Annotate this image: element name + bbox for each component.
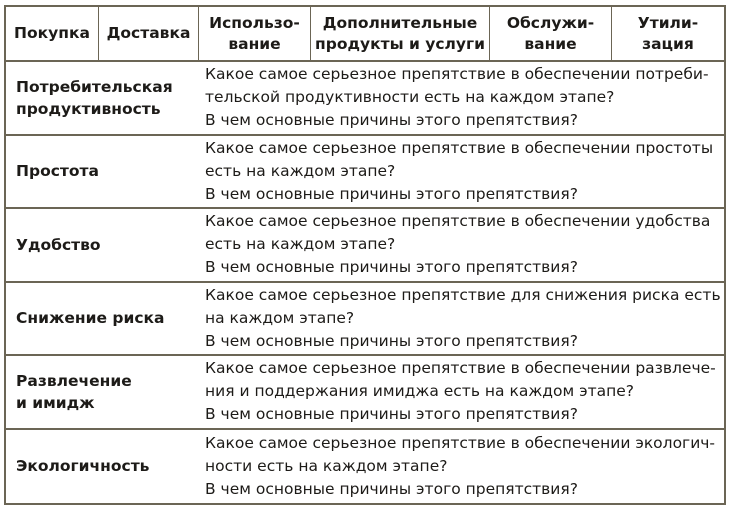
question-line: В чем основные причины этого препятствия?: [205, 479, 578, 498]
question-line: В чем основные причины этого препятствия?: [205, 331, 578, 350]
table-row: [6, 430, 724, 504]
question-line: Какое самое серьезное препятствие в обеспечении потреби-: [205, 65, 709, 84]
row-label: Простота: [16, 162, 99, 181]
row-label: Снижение риска: [16, 309, 165, 328]
header-use: [199, 7, 311, 60]
header-supplements: [311, 7, 490, 60]
header-label: Использо- вание: [209, 13, 300, 53]
question-line: В чем основные причины этого препятствия?: [205, 258, 578, 277]
header-label: Обслужи- вание: [506, 13, 595, 53]
question-line: ности есть на каждом этапе?: [205, 456, 448, 475]
header-row: [6, 7, 724, 62]
row-label: Потребительская продуктивность: [16, 77, 173, 118]
row-questions: [205, 209, 724, 281]
table-row: [6, 209, 724, 283]
question-line: Какое самое серьезное препятствие в обеспечении удобства: [205, 212, 711, 231]
table-row: [6, 62, 724, 136]
question-line: на каждом этапе?: [205, 308, 355, 327]
row-label: Развлечение и имидж: [16, 371, 132, 412]
row-questions: [205, 356, 724, 428]
utility-map-table: [4, 5, 726, 505]
question-line: Какое самое серьезное препятствие в обеспечении простоты: [205, 138, 714, 157]
question-line: есть на каждом этапе?: [205, 161, 396, 180]
row-questions: [205, 430, 724, 504]
header-maintenance: [490, 7, 612, 60]
row-questions: [205, 136, 724, 208]
question-line: Какое самое серьезное препятствие в обеспечении экологич-: [205, 433, 716, 452]
question-line: В чем основные причины этого препятствия?: [205, 111, 578, 130]
row-questions: [205, 62, 724, 134]
header-label: Утили- зация: [637, 13, 699, 53]
question-line: Какое самое серьезное препятствие для снижения риска есть: [205, 285, 721, 304]
table-row: [6, 136, 724, 210]
row-label: Экологичность: [16, 457, 150, 476]
table-row: [6, 283, 724, 357]
header-label: Доставка: [106, 24, 191, 42]
row-label: Удобство: [16, 235, 101, 254]
question-line: ния и поддержания имиджа есть на каждом этапе?: [205, 382, 635, 401]
header-disposal: [612, 7, 724, 60]
question-line: В чем основные причины этого препятствия?: [205, 184, 578, 203]
question-line: Какое самое серьезное препятствие в обеспечении развлече-: [205, 359, 716, 378]
header-purchase: [6, 7, 99, 60]
question-line: В чем основные причины этого препятствия?: [205, 405, 578, 424]
header-label: Дополнительные продукты и услуги: [315, 13, 485, 53]
row-questions: [205, 283, 724, 355]
table-row: [6, 356, 724, 430]
header-label: Покупка: [14, 24, 90, 42]
header-delivery: [99, 7, 199, 60]
question-line: тельской продуктивности есть на каждом этапе?: [205, 88, 615, 107]
question-line: есть на каждом этапе?: [205, 235, 396, 254]
